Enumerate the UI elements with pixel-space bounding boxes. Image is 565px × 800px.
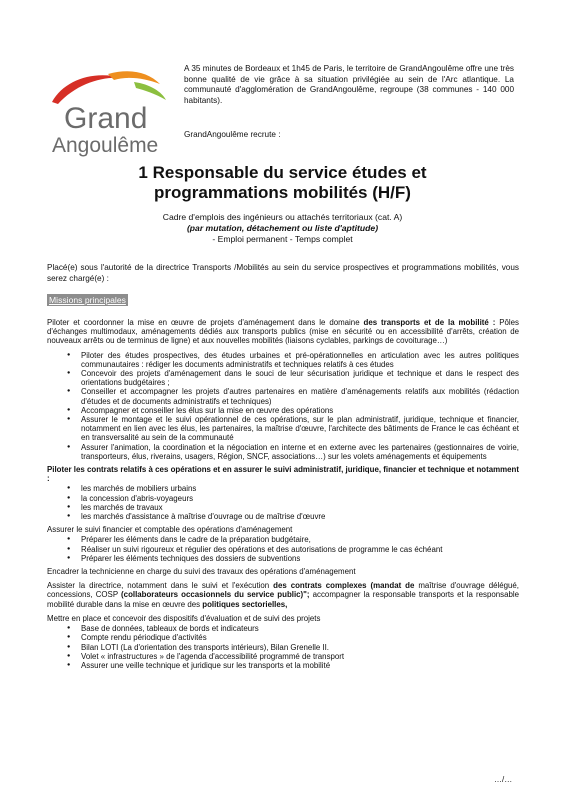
list-item: ● Base de données, tableaux de bords et indicateurs [73, 624, 519, 633]
list-item: ● Assurer le montage et le suivi opérationnel de ces opérations, sur le plan administratif, juridique, technique et financier, notamment en lien avec les élus, les partenaires, la maîtrise d'œuvre, l'architecte des bâtiments de France le cas échéant et en transversalité au sein de la communauté [73, 415, 519, 443]
list-item: ● Préparer les éléments dans le cadre de la préparation budgétaire, [73, 535, 519, 544]
mission-1-list [47, 351, 519, 461]
missions-body [47, 318, 519, 674]
list-item: ● Assurer l'animation, la coordination et la négociation en interne et en externe avec les partenaires (gestionnaires de voirie, transporteurs, élus, riverains, usagers, Région, SNCF, associations…) sur les volets aménagements et équipements [73, 443, 519, 461]
list-item: ● Assurer une veille technique et juridique sur les transports et la mobilité [73, 661, 519, 670]
logo-word-grand: Grand [64, 102, 148, 135]
employment-frame [40, 212, 525, 245]
mission-4: Encadrer la technicienne en charge du suivi des travaux des opérations d'aménagement [47, 567, 356, 577]
mission-1-text: Piloter et coordonner la mise en œuvre de projets d'aménagement dans le domaine [47, 318, 364, 327]
list-item: ● Préparer les éléments techniques des dossiers de subventions [73, 554, 519, 563]
mission-1-bold: des transports et de la mobilité : [363, 318, 496, 327]
mission-6-heading: Mettre en place et concevoir des dispositifs d'évaluation et de suivi des projets [47, 613, 321, 623]
mission-2-heading: Piloter les contrats relatifs à ces opérations et en assurer le suivi administratif, juridique, financier et technique et notamment : [47, 465, 519, 484]
mission-5 [47, 581, 519, 609]
list-item: ● les marchés de mobiliers urbains [73, 484, 519, 493]
mission-1-intro [47, 318, 519, 346]
logo-swoosh-green [134, 82, 166, 100]
mission-1-details: Pôles d'échanges multimodaux, aménagements dédiés aux transports publics (mise en sécurité ou en accessibilité d'arrêts, création de nouveaux arrêts ou de terminus de ligne) et aux nouvelles mobilités (liaisons cyclables, parkings de covoiturage…) [47, 318, 520, 346]
list-item: ● Volet « infrastructures » de l'agenda d'accessibilité programmé de transport [73, 652, 519, 661]
list-item: ● la concession d'abris-voyageurs [73, 494, 519, 503]
list-item: ● Bilan LOTI (La d'orientation des transports intérieurs), Bilan Grenelle II. [73, 643, 519, 652]
list-item: ● les marchés d'assistance à maîtrise d'ouvrage ou de maîtrise d'œuvre [73, 512, 519, 521]
mission-5-text-3: accompagner la responsable transports et la responsable mobilité durable dans la mise en œuvre des [47, 590, 520, 609]
mission-6-list [47, 624, 519, 670]
job-title-line-2: programmations mobilités (H/F) [154, 183, 411, 202]
mission-5-bold-3: politiques sectorielles, [202, 599, 288, 609]
mission-2-list [47, 484, 519, 521]
logo-swoosh-red [52, 75, 122, 104]
list-item: ● Conseiller et accompagner les projets d'autres partenaires en matière d'aménagements relatifs aux mobilités (rédaction d'études et de documents administratifs et techniques) [73, 387, 519, 405]
logo-swoosh-orange [108, 71, 160, 84]
cadre-line: Cadre d'emplois des ingénieurs ou attachés territoriaux (cat. A) [162, 212, 403, 222]
list-item: ● Concevoir des projets d'aménagement dans le souci de leur sécurisation juridique et technique et dans le respect des orientations budgétaires ; [73, 369, 519, 387]
recruitment-mode: (par mutation, détachement ou liste d'aptitude) [186, 223, 379, 233]
list-item: ● Accompagner et conseiller les élus sur la mise en œuvre des opérations [73, 406, 519, 415]
grandangouleme-logo [44, 62, 172, 162]
list-item: ● Réaliser un suivi rigoureux et régulier des opérations et des autorisations de programme le cas échéant [73, 545, 519, 554]
recruits-line: GrandAngoulême recrute : [184, 130, 281, 139]
contract-type: - Emploi permanent - Temps complet [212, 234, 353, 244]
reporting-line: Placé(e) sous l'autorité de la directrice Transports /Mobilités au sein du service prospectives et programmations mobilités, vous serez chargé(e) : [47, 263, 519, 283]
intro-paragraph: A 35 minutes de Bordeaux et 1h45 de Paris, le territoire de GrandAngoulême offre une très bonne qualité de vie grâce à sa situation privilégiée au sein de l'Arc atlantique. La communauté d'agglomération de GrandAngoulême, regroupe (38 communes - 140 000 habitants). [184, 64, 514, 105]
job-title-line-1: 1 Responsable du service études et [138, 163, 427, 182]
missions-heading: Missions principales [49, 295, 126, 305]
continued-marker: …/… [494, 775, 513, 784]
mission-5-bold: des contrats complexes (mandat de [273, 581, 415, 591]
mission-5-text: Assister la directrice, notamment dans le suivi et l'exécution [47, 581, 274, 591]
logo-word-angouleme: Angoulême [52, 134, 159, 157]
mission-3-list [47, 535, 519, 563]
list-item: ● les marchés de travaux [73, 503, 519, 512]
mission-5-text-2: maîtrise d'ouvrage délégué, concessions, COSP [47, 581, 520, 600]
mission-3-heading: Assurer le suivi financier et comptable des opérations d'aménagement [47, 525, 293, 535]
job-title [40, 163, 525, 203]
list-item: ● Piloter des études prospectives, des études urbaines et pré-opérationnelles en articulation avec les autres politiques communautaires : rédiger les documents administratifs et techniques relatifs à ces études [73, 351, 519, 369]
list-item: ● Compte rendu périodique d'activités [73, 633, 519, 642]
mission-5-bold-2: (collaborateurs occasionnels du service public)"; [121, 590, 310, 600]
